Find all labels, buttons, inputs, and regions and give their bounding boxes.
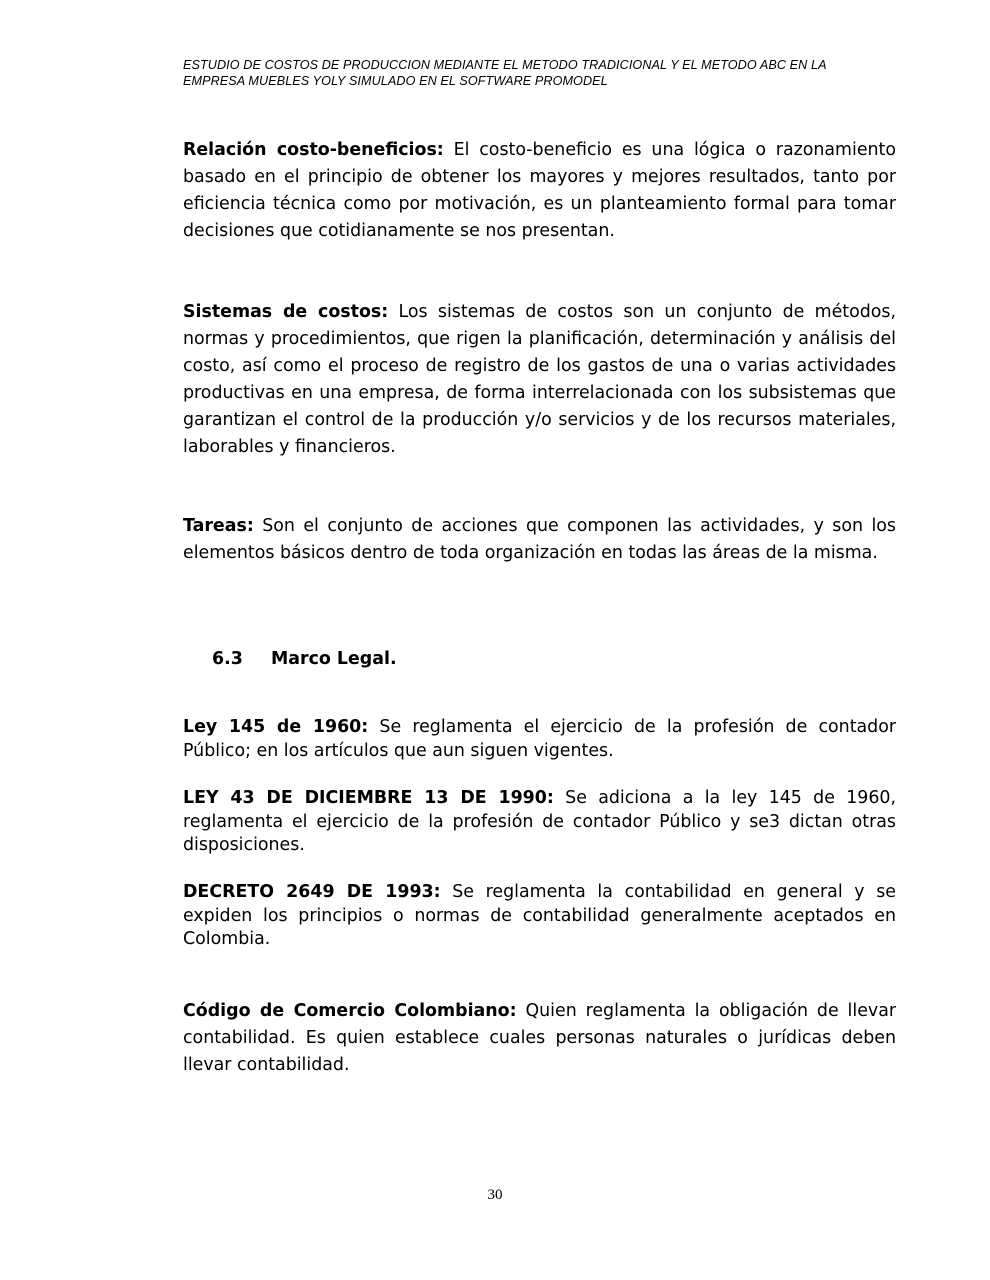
legal-text: Se adiciona a la ley 145 de 1960, reglamenta el ejercicio de la profesión de contador Público y se3 dictan otras disposiciones. — [183, 788, 897, 855]
legal-text: Quien reglamenta la obligación de llevar contabilidad. Es quien establece cuales personas naturales o jurídicas deben llevar contabilidad. — [183, 1001, 897, 1075]
legal-item-ley-43 — [183, 787, 896, 858]
running-header — [183, 57, 883, 89]
definition-text: El costo-beneficio es una lógica o razonamiento basado en el principio de obtener los mayores y mejores resultados, tanto por eficiencia técnica como por motivación, es un planteamiento formal para tomar decisiones que cotidianamente se nos presentan. — [183, 140, 897, 241]
legal-item-ley-145 — [183, 716, 896, 763]
page-number: 30 — [487, 1187, 503, 1203]
running-header-line-1: ESTUDIO DE COSTOS DE PRODUCCION MEDIANTE EL METODO TRADICIONAL Y EL METODO ABC EN LA — [183, 58, 827, 72]
legal-term: DECRETO 2649 DE 1993: — [183, 882, 441, 902]
legal-term: Código de Comercio Colombiano: — [183, 1001, 517, 1021]
definition-text: Los sistemas de costos son un conjunto de métodos, normas y procedimientos, que rigen la planificación, determinación y análisis del costo, así como el proceso de registro de los gastos de una o varias actividades productivas en una empresa, de forma interrelacionada con los subsistemas que garantizan el control de la producción y/o servicios y de los recursos materiales, laborables y financieros. — [183, 302, 897, 457]
definition-sistemas-de-costos — [183, 299, 896, 461]
definition-text: Son el conjunto de acciones que componen las actividades, y son los elementos básicos dentro de toda organización en todas las áreas de la misma. — [183, 516, 896, 563]
section-heading — [212, 646, 397, 673]
running-header-line-2: EMPRESA MUEBLES YOLY SIMULADO EN EL SOFTWARE PROMODEL — [183, 74, 608, 88]
section-title: Marco Legal. — [271, 649, 397, 669]
legal-item-decreto-2649 — [183, 881, 896, 952]
section-number: 6.3 — [212, 649, 243, 669]
legal-text: Se reglamenta la contabilidad en general y se expiden los principios o normas de contabilidad generalmente aceptados en Colombia. — [183, 882, 897, 949]
legal-term: Ley 145 de 1960: — [183, 717, 369, 737]
definition-term: Tareas: — [183, 516, 254, 536]
legal-text: Se reglamenta el ejercicio de la profesión de contador Público; en los artículos que aun siguen vigentes. — [183, 717, 896, 761]
definition-tareas — [183, 513, 896, 567]
definition-costo-beneficio — [183, 137, 896, 245]
legal-item-codigo-comercio — [183, 998, 896, 1079]
legal-term: LEY 43 DE DICIEMBRE 13 DE 1990: — [183, 788, 554, 808]
definition-term: Sistemas de costos: — [183, 302, 389, 322]
definition-term: Relación costo-beneficios: — [183, 140, 444, 160]
